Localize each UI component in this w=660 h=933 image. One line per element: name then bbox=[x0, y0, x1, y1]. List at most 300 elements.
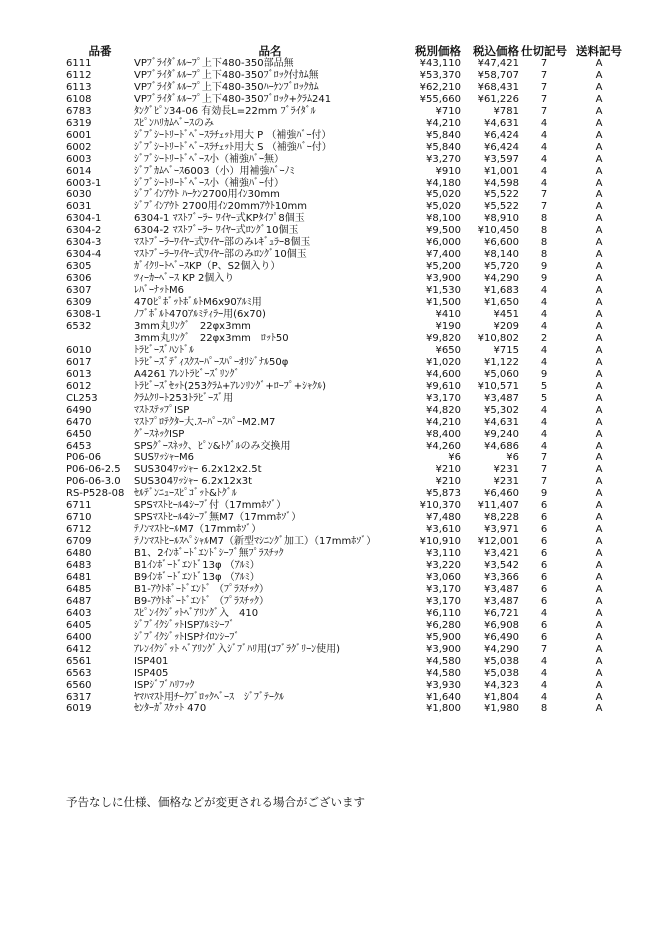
cell-shikiri: 8 bbox=[540, 225, 548, 237]
table-row bbox=[66, 644, 629, 656]
table-row bbox=[66, 500, 629, 512]
cell-code: 6453 bbox=[66, 440, 92, 452]
cell-name: ｼﾞﾌﾞｼｰﾄﾘｰﾄﾞﾍﾞｰｽ小（補強ﾊﾞｰ無） bbox=[134, 153, 284, 165]
cell-code: 6112 bbox=[66, 69, 92, 81]
cell-soryo: A bbox=[595, 440, 603, 452]
cell-price-in: ¥4,631 bbox=[484, 416, 519, 428]
table-row bbox=[66, 94, 629, 106]
cell-shikiri: 4 bbox=[540, 165, 548, 177]
cell-soryo: A bbox=[595, 165, 603, 177]
cell-shikiri: 7 bbox=[540, 69, 548, 81]
table-row bbox=[66, 405, 629, 417]
cell-shikiri: 6 bbox=[540, 631, 548, 643]
cell-code: 6304-3 bbox=[66, 237, 102, 249]
cell-shikiri: 4 bbox=[540, 356, 548, 368]
table-row bbox=[66, 620, 629, 632]
cell-shikiri: 4 bbox=[540, 404, 548, 416]
cell-price-in: ¥6,424 bbox=[484, 141, 519, 153]
cell-name: ｱﾚﾝｲｸｼﾞｯﾄ ﾍﾞｱﾘﾝｸﾞ入ｼﾞﾌﾞﾊﾘ用(ｺﾌﾞﾗｸﾞﾘｰﾝ使用) bbox=[134, 643, 340, 655]
table-row bbox=[66, 417, 629, 429]
cell-shikiri: 4 bbox=[540, 309, 548, 321]
cell-shikiri: 6 bbox=[540, 571, 548, 583]
header-name: 品名 bbox=[258, 44, 282, 58]
cell-name: ｶﾞｲｸﾘｰﾄﾍﾞｰｽKP（P、S2個入り） bbox=[134, 261, 281, 273]
cell-name: ｸﾞｰｽﾈｯｸISP bbox=[134, 428, 185, 440]
cell-price-in: ¥5,302 bbox=[484, 404, 519, 416]
cell-price-ex: ¥710 bbox=[435, 105, 461, 117]
cell-price-ex: ¥4,210 bbox=[426, 416, 461, 428]
cell-shikiri: 4 bbox=[540, 141, 548, 153]
cell-soryo: A bbox=[595, 607, 603, 619]
table-row bbox=[66, 357, 629, 369]
cell-price-ex: ¥4,210 bbox=[426, 117, 461, 129]
cell-shikiri: 7 bbox=[540, 201, 548, 213]
cell-shikiri: 4 bbox=[540, 667, 548, 679]
cell-soryo: A bbox=[595, 344, 603, 356]
cell-code: 6030 bbox=[66, 189, 92, 201]
cell-code: 6470 bbox=[66, 416, 92, 428]
cell-price-ex: ¥5,020 bbox=[426, 189, 461, 201]
cell-code: 6113 bbox=[66, 81, 92, 93]
cell-price-ex: ¥190 bbox=[435, 320, 461, 332]
cell-soryo: A bbox=[595, 201, 603, 213]
cell-name: SPSﾏｽﾄﾋｰﾙ4ｼｰﾌﾞ無M7（17mmﾎｿﾞ） bbox=[134, 512, 302, 524]
cell-price-in: ¥4,290 bbox=[484, 643, 519, 655]
cell-price-ex: ¥10,910 bbox=[419, 536, 461, 548]
cell-price-ex: ¥5,200 bbox=[426, 261, 461, 273]
cell-price-ex: ¥5,900 bbox=[426, 631, 461, 643]
header-price-in: 税込価格 bbox=[473, 44, 519, 58]
cell-code: 6031 bbox=[66, 201, 92, 213]
cell-price-ex: ¥3,900 bbox=[426, 643, 461, 655]
cell-soryo: A bbox=[595, 153, 603, 165]
cell-shikiri: 4 bbox=[540, 129, 548, 141]
table-row bbox=[66, 692, 629, 704]
cell-price-in: ¥5,720 bbox=[484, 261, 519, 273]
cell-price-in: ¥1,001 bbox=[484, 165, 519, 177]
cell-code: P06-06-2.5 bbox=[66, 464, 121, 476]
cell-price-in: ¥6,490 bbox=[484, 631, 519, 643]
table-body bbox=[66, 58, 629, 715]
cell-soryo: A bbox=[595, 643, 603, 655]
cell-price-ex: ¥5,840 bbox=[426, 141, 461, 153]
header-soryo: 送料記号 bbox=[576, 44, 622, 58]
cell-name: ﾏｽﾄﾌﾞｰﾗｰﾜｲﾔｰ式ﾜｲﾔｰ部のみﾛﾝｸﾞ10個玉 bbox=[134, 249, 307, 261]
cell-price-ex: ¥43,110 bbox=[419, 58, 461, 69]
cell-price-ex: ¥62,210 bbox=[419, 81, 461, 93]
cell-soryo: A bbox=[595, 392, 603, 404]
cell-price-ex: ¥4,580 bbox=[426, 667, 461, 679]
table-row bbox=[66, 178, 629, 190]
cell-price-ex: ¥55,660 bbox=[419, 93, 461, 105]
cell-name: ﾃﾉﾝﾏｽﾄﾋｰﾙM7（17mmﾎｿﾞ） bbox=[134, 524, 262, 536]
table-row bbox=[66, 429, 629, 441]
cell-price-in: ¥4,323 bbox=[484, 679, 519, 691]
cell-name: B9ｲﾝﾎﾞｰﾄﾞｴﾝﾄﾞ13φ （ｱﾙﾐ） bbox=[134, 571, 260, 583]
cell-price-ex: ¥3,900 bbox=[426, 273, 461, 285]
cell-name: ﾏｽﾄﾌﾟﾛﾃｸﾀｰ大.ｽｰﾊﾟｰｽﾊﾟｰM2.M7 bbox=[134, 416, 276, 428]
cell-soryo: A bbox=[595, 703, 603, 715]
cell-soryo: A bbox=[595, 548, 603, 560]
cell-price-in: ¥5,522 bbox=[484, 201, 519, 213]
cell-name: ｸﾗﾑｸﾘｰﾄ253ﾄﾗﾋﾞｰｽﾞ用 bbox=[134, 392, 234, 404]
cell-soryo: A bbox=[595, 655, 603, 667]
cell-price-in: ¥5,038 bbox=[484, 655, 519, 667]
cell-name: ｾﾝﾀｰｶﾞｽｹｯﾄ 470 bbox=[134, 703, 207, 715]
cell-soryo: A bbox=[595, 320, 603, 332]
cell-shikiri: 5 bbox=[540, 380, 548, 392]
cell-shikiri: 6 bbox=[540, 560, 548, 572]
cell-price-in: ¥231 bbox=[493, 464, 519, 476]
table-row bbox=[66, 82, 629, 94]
cell-price-in: ¥10,802 bbox=[477, 332, 519, 344]
cell-shikiri: 7 bbox=[540, 452, 548, 464]
table-row bbox=[66, 464, 629, 476]
cell-code: CL253 bbox=[66, 392, 98, 404]
cell-price-ex: ¥210 bbox=[435, 464, 461, 476]
cell-name: ﾔﾏﾊﾏｽﾄ用ﾁｰｸﾌﾞﾛｯｸﾍﾞｰｽ ｼﾞﾌﾞﾃｰｸﾙ bbox=[134, 691, 284, 703]
header-price-ex: 税別価格 bbox=[415, 44, 461, 58]
cell-price-ex: ¥7,480 bbox=[426, 512, 461, 524]
cell-shikiri: 9 bbox=[540, 273, 548, 285]
cell-price-in: ¥1,122 bbox=[484, 356, 519, 368]
cell-price-ex: ¥1,800 bbox=[426, 703, 461, 715]
cell-name: ｽﾋﾟﾝｲｸｼﾞｯﾄﾍﾞｱﾘﾝｸﾞ入 410 bbox=[134, 607, 259, 619]
cell-price-in: ¥10,571 bbox=[477, 380, 519, 392]
cell-name: B1ｲﾝﾎﾞｰﾄﾞｴﾝﾄﾞ13φ （ｱﾙﾐ） bbox=[134, 560, 260, 572]
table-row bbox=[66, 261, 629, 273]
table-row bbox=[66, 130, 629, 142]
cell-name: 470ﾋﾟﾎﾞｯﾄﾎﾞﾙﾄM6x90ｱﾙﾐ用 bbox=[134, 297, 262, 309]
cell-name: ｼﾞﾌﾞｶﾑﾍﾞｰｽ6003（小）用補強ﾊﾞｰﾉﾐ bbox=[134, 165, 295, 177]
cell-shikiri: 6 bbox=[540, 619, 548, 631]
cell-price-in: ¥4,631 bbox=[484, 117, 519, 129]
cell-price-in: ¥1,804 bbox=[484, 691, 519, 703]
cell-name: B1-ｱｳﾄﾎﾞｰﾄﾞｴﾝﾄﾞ （ﾌﾟﾗｽﾁｯｸ） bbox=[134, 583, 270, 595]
cell-shikiri: 6 bbox=[540, 536, 548, 548]
table-row bbox=[66, 106, 629, 118]
cell-price-in: ¥231 bbox=[493, 476, 519, 488]
cell-code: RS-P528-08 bbox=[66, 488, 125, 500]
cell-price-ex: ¥3,170 bbox=[426, 595, 461, 607]
cell-price-in: ¥3,487 bbox=[484, 392, 519, 404]
cell-price-ex: ¥1,500 bbox=[426, 297, 461, 309]
cell-code: 6305 bbox=[66, 261, 92, 273]
table-row bbox=[66, 189, 629, 201]
cell-price-in: ¥3,542 bbox=[484, 560, 519, 572]
table-row bbox=[66, 369, 629, 381]
cell-name: ﾃﾉﾝﾏｽﾄﾋｰﾙｽﾍﾟｼｬﾙM7（新型ﾏｼﾆﾝｸﾞ加工）（17mmﾎｿﾞ） bbox=[134, 536, 377, 548]
cell-name: SPSｸﾞｰｽﾈｯｸ、ﾋﾟﾝ&ﾄｸﾞﾙのみ交換用 bbox=[134, 440, 291, 452]
table-row bbox=[66, 452, 629, 464]
cell-code: 6002 bbox=[66, 141, 92, 153]
cell-price-in: ¥715 bbox=[493, 344, 519, 356]
table-row bbox=[66, 488, 629, 500]
cell-shikiri: 7 bbox=[540, 643, 548, 655]
cell-soryo: A bbox=[595, 309, 603, 321]
cell-code: 6003 bbox=[66, 153, 92, 165]
cell-price-in: ¥1,650 bbox=[484, 297, 519, 309]
table-row bbox=[66, 512, 629, 524]
table-row bbox=[66, 393, 629, 405]
cell-price-ex: ¥10,370 bbox=[419, 500, 461, 512]
table-row bbox=[66, 333, 629, 345]
cell-name: B1、2ｲﾝﾎﾞｰﾄﾞｴﾝﾄﾞｼｰﾌﾞ無ﾌﾟﾗｽﾁｯｸ bbox=[134, 548, 284, 560]
cell-soryo: A bbox=[595, 476, 603, 488]
cell-name: 3mm丸ﾘﾝｸﾞ 22φx3mm ﾛｯﾄ50 bbox=[134, 332, 289, 344]
cell-shikiri: 7 bbox=[540, 93, 548, 105]
cell-code: 6019 bbox=[66, 703, 92, 715]
cell-price-ex: ¥9,500 bbox=[426, 225, 461, 237]
cell-code: 6711 bbox=[66, 500, 92, 512]
cell-shikiri: 4 bbox=[540, 691, 548, 703]
cell-price-ex: ¥6 bbox=[448, 452, 461, 464]
cell-price-in: ¥6,600 bbox=[484, 237, 519, 249]
cell-soryo: A bbox=[595, 583, 603, 595]
table-row bbox=[66, 142, 629, 154]
cell-name: ﾀﾝｸﾞﾋﾟﾝ34-06 有効長L=22mm ﾌﾞﾗｲﾀﾞﾙ bbox=[134, 105, 316, 117]
table-row bbox=[66, 154, 629, 166]
cell-code: 6560 bbox=[66, 679, 92, 691]
cell-soryo: A bbox=[595, 560, 603, 572]
cell-soryo: A bbox=[595, 464, 603, 476]
cell-price-in: ¥6,424 bbox=[484, 129, 519, 141]
cell-price-ex: ¥910 bbox=[435, 165, 461, 177]
cell-price-ex: ¥6,280 bbox=[426, 619, 461, 631]
cell-code: 6304-1 bbox=[66, 213, 102, 225]
cell-code: 6483 bbox=[66, 560, 92, 572]
cell-price-in: ¥5,038 bbox=[484, 667, 519, 679]
cell-shikiri: 6 bbox=[540, 548, 548, 560]
cell-shikiri: 7 bbox=[540, 105, 548, 117]
cell-price-in: ¥3,597 bbox=[484, 153, 519, 165]
cell-price-in: ¥9,240 bbox=[484, 428, 519, 440]
cell-shikiri: 6 bbox=[540, 512, 548, 524]
cell-name: VPﾌﾞﾗｲﾀﾞﾙﾙｰﾌﾟ上下480-350ﾌﾞﾛｯｸ+ｸﾗﾑ241 bbox=[134, 93, 332, 105]
table-row bbox=[66, 596, 629, 608]
cell-price-ex: ¥7,400 bbox=[426, 249, 461, 261]
cell-name: ISP401 bbox=[134, 655, 169, 667]
cell-price-in: ¥451 bbox=[493, 309, 519, 321]
cell-code: 6532 bbox=[66, 320, 92, 332]
cell-price-in: ¥6,721 bbox=[484, 607, 519, 619]
price-table bbox=[66, 44, 629, 715]
cell-price-in: ¥3,487 bbox=[484, 595, 519, 607]
cell-code: 6709 bbox=[66, 536, 92, 548]
cell-soryo: A bbox=[595, 667, 603, 679]
cell-price-ex: ¥3,270 bbox=[426, 153, 461, 165]
cell-name: SUS304ﾜｯｼｬｰ 6.2x12x2.5t bbox=[134, 464, 262, 476]
cell-soryo: A bbox=[595, 285, 603, 297]
cell-soryo: A bbox=[595, 380, 603, 392]
cell-shikiri: 4 bbox=[540, 117, 548, 129]
cell-name: ｼﾞﾌﾞｲｸｼﾞｯﾄISPｱﾙﾐｼｰﾌﾞ bbox=[134, 619, 235, 631]
header-row bbox=[66, 44, 629, 58]
cell-code: 6309 bbox=[66, 297, 92, 309]
cell-price-in: ¥8,140 bbox=[484, 249, 519, 261]
cell-shikiri: 9 bbox=[540, 488, 548, 500]
cell-price-ex: ¥9,820 bbox=[426, 332, 461, 344]
cell-code: 6319 bbox=[66, 117, 92, 129]
cell-shikiri: 6 bbox=[540, 583, 548, 595]
cell-shikiri: 4 bbox=[540, 428, 548, 440]
cell-code: 6400 bbox=[66, 631, 92, 643]
cell-soryo: A bbox=[595, 213, 603, 225]
cell-name: ｼﾞﾌﾞｼｰﾄﾘｰﾄﾞﾍﾞｰｽﾗﾁｪｯﾄ用大 P （補強ﾊﾞｰ付） bbox=[134, 129, 332, 141]
table-row bbox=[66, 309, 629, 321]
cell-shikiri: 7 bbox=[540, 464, 548, 476]
table-row bbox=[66, 225, 629, 237]
cell-shikiri: 2 bbox=[540, 332, 548, 344]
table-row bbox=[66, 703, 629, 715]
cell-shikiri: 4 bbox=[540, 607, 548, 619]
cell-name: ﾏｽﾄﾌﾞｰﾗｰﾜｲﾔｰ式ﾜｲﾔｰ部のみﾚｷﾞｭﾗｰ8個玉 bbox=[134, 237, 311, 249]
cell-code: 6010 bbox=[66, 344, 92, 356]
cell-name: ｼﾞﾌﾞｼｰﾄﾘｰﾄﾞﾍﾞｰｽﾗﾁｪｯﾄ用大 S （補強ﾊﾞｰ付） bbox=[134, 141, 332, 153]
cell-soryo: A bbox=[595, 177, 603, 189]
cell-price-in: ¥4,290 bbox=[484, 273, 519, 285]
cell-shikiri: 4 bbox=[540, 344, 548, 356]
cell-soryo: A bbox=[595, 189, 603, 201]
cell-price-ex: ¥3,110 bbox=[426, 548, 461, 560]
table-row bbox=[66, 441, 629, 453]
cell-code: 6017 bbox=[66, 356, 92, 368]
cell-code: 6304-2 bbox=[66, 225, 102, 237]
table-row bbox=[66, 668, 629, 680]
cell-code: 6480 bbox=[66, 548, 92, 560]
table-row bbox=[66, 656, 629, 668]
cell-price-in: ¥3,421 bbox=[484, 548, 519, 560]
cell-soryo: A bbox=[595, 93, 603, 105]
cell-price-in: ¥209 bbox=[493, 320, 519, 332]
cell-shikiri: 4 bbox=[540, 320, 548, 332]
cell-price-in: ¥6 bbox=[506, 452, 519, 464]
cell-code: 6783 bbox=[66, 105, 92, 117]
cell-soryo: A bbox=[595, 536, 603, 548]
cell-soryo: A bbox=[595, 81, 603, 93]
cell-code: P06-06 bbox=[66, 452, 102, 464]
cell-price-ex: ¥410 bbox=[435, 309, 461, 321]
cell-name: ISPｼﾞﾌﾞﾊﾘﾌｯｸ bbox=[134, 679, 195, 691]
cell-code: 6412 bbox=[66, 643, 92, 655]
cell-soryo: A bbox=[595, 524, 603, 536]
cell-price-ex: ¥4,180 bbox=[426, 177, 461, 189]
cell-soryo: A bbox=[595, 129, 603, 141]
cell-name: ﾂｨｰｶｰﾍﾞｰｽ KP 2個入り bbox=[134, 273, 235, 285]
table-row bbox=[66, 381, 629, 393]
cell-code: 6481 bbox=[66, 571, 92, 583]
table-row bbox=[66, 285, 629, 297]
cell-price-in: ¥4,686 bbox=[484, 440, 519, 452]
cell-price-in: ¥61,226 bbox=[477, 93, 519, 105]
cell-price-ex: ¥53,370 bbox=[419, 69, 461, 81]
disclaimer-note: 予告なしに仕様、価格などが変更される場合がございます bbox=[66, 795, 365, 809]
table-row bbox=[66, 118, 629, 130]
table-row bbox=[66, 166, 629, 178]
cell-shikiri: 7 bbox=[540, 58, 548, 69]
cell-code: 6108 bbox=[66, 93, 92, 105]
header-shikiri: 仕切記号 bbox=[521, 44, 567, 58]
cell-code: 6712 bbox=[66, 524, 92, 536]
cell-soryo: A bbox=[595, 428, 603, 440]
table-row bbox=[66, 273, 629, 285]
cell-price-in: ¥5,522 bbox=[484, 189, 519, 201]
cell-price-in: ¥12,001 bbox=[477, 536, 519, 548]
cell-price-ex: ¥1,640 bbox=[426, 691, 461, 703]
table-row bbox=[66, 584, 629, 596]
table-row bbox=[66, 560, 629, 572]
cell-price-in: ¥1,683 bbox=[484, 285, 519, 297]
cell-price-ex: ¥3,170 bbox=[426, 392, 461, 404]
cell-code: 6014 bbox=[66, 165, 92, 177]
cell-code: 6307 bbox=[66, 285, 92, 297]
cell-name: VPﾌﾞﾗｲﾀﾞﾙﾙｰﾌﾟ上下480-350ﾌﾞﾛｯｸ付ｶﾑ無 bbox=[134, 69, 319, 81]
cell-code: 6111 bbox=[66, 58, 92, 69]
cell-shikiri: 6 bbox=[540, 524, 548, 536]
cell-price-ex: ¥9,610 bbox=[426, 380, 461, 392]
cell-price-in: ¥6,460 bbox=[484, 488, 519, 500]
cell-name: ｼﾞﾌﾞｲﾝｱｳﾄ ﾊｰｹﾝ2700用ｲﾝ30mm bbox=[134, 189, 280, 201]
cell-code: 6304-4 bbox=[66, 249, 102, 261]
cell-shikiri: 8 bbox=[540, 703, 548, 715]
cell-shikiri: 8 bbox=[540, 237, 548, 249]
cell-price-ex: ¥8,100 bbox=[426, 213, 461, 225]
cell-shikiri: 8 bbox=[540, 213, 548, 225]
cell-name: SPSﾏｽﾄﾋｰﾙ4ｼｰﾌﾞ付（17mmﾎｿﾞ） bbox=[134, 500, 287, 512]
table-row bbox=[66, 608, 629, 620]
cell-price-ex: ¥4,820 bbox=[426, 404, 461, 416]
table-row bbox=[66, 476, 629, 488]
cell-price-in: ¥8,228 bbox=[484, 512, 519, 524]
cell-name: 6304-1 ﾏｽﾄﾌﾞｰﾗｰ ﾜｲﾔｰ式KPﾀｲﾌﾟ8個玉 bbox=[134, 213, 305, 225]
cell-shikiri: 7 bbox=[540, 476, 548, 488]
cell-price-in: ¥68,431 bbox=[477, 81, 519, 93]
cell-price-in: ¥6,908 bbox=[484, 619, 519, 631]
cell-price-ex: ¥3,060 bbox=[426, 571, 461, 583]
cell-soryo: A bbox=[595, 679, 603, 691]
table-row bbox=[66, 536, 629, 548]
cell-price-in: ¥3,971 bbox=[484, 524, 519, 536]
cell-shikiri: 4 bbox=[540, 679, 548, 691]
cell-shikiri: 5 bbox=[540, 392, 548, 404]
cell-price-in: ¥781 bbox=[493, 105, 519, 117]
cell-price-ex: ¥6,000 bbox=[426, 237, 461, 249]
cell-soryo: A bbox=[595, 58, 603, 69]
table-row bbox=[66, 632, 629, 644]
table-row bbox=[66, 345, 629, 357]
table-row bbox=[66, 70, 629, 82]
table-row bbox=[66, 680, 629, 692]
cell-soryo: A bbox=[595, 105, 603, 117]
cell-soryo: A bbox=[595, 452, 603, 464]
cell-price-ex: ¥6,110 bbox=[426, 607, 461, 619]
cell-code: 6013 bbox=[66, 368, 92, 380]
table-row bbox=[66, 548, 629, 560]
cell-shikiri: 4 bbox=[540, 177, 548, 189]
cell-price-ex: ¥3,930 bbox=[426, 679, 461, 691]
cell-code: 6710 bbox=[66, 512, 92, 524]
cell-price-in: ¥3,487 bbox=[484, 583, 519, 595]
cell-name: ﾄﾗﾋﾞｰｽﾞﾃﾞｨｽｸｽｰﾊﾟｰｽﾊﾟｰｵﾘｼﾞﾅﾙ50φ bbox=[134, 356, 289, 368]
table-row bbox=[66, 237, 629, 249]
cell-name: VPﾌﾞﾗｲﾀﾞﾙﾙｰﾌﾟ上下480-350ﾊｰｹﾝﾌﾞﾛｯｸｶﾑ bbox=[134, 81, 319, 93]
cell-soryo: A bbox=[595, 297, 603, 309]
cell-shikiri: 4 bbox=[540, 655, 548, 667]
cell-soryo: A bbox=[595, 631, 603, 643]
cell-name: VPﾌﾞﾗｲﾀﾞﾙﾙｰﾌﾟ上下480-350部品無 bbox=[134, 58, 294, 69]
cell-price-ex: ¥5,020 bbox=[426, 201, 461, 213]
cell-code: 6306 bbox=[66, 273, 92, 285]
